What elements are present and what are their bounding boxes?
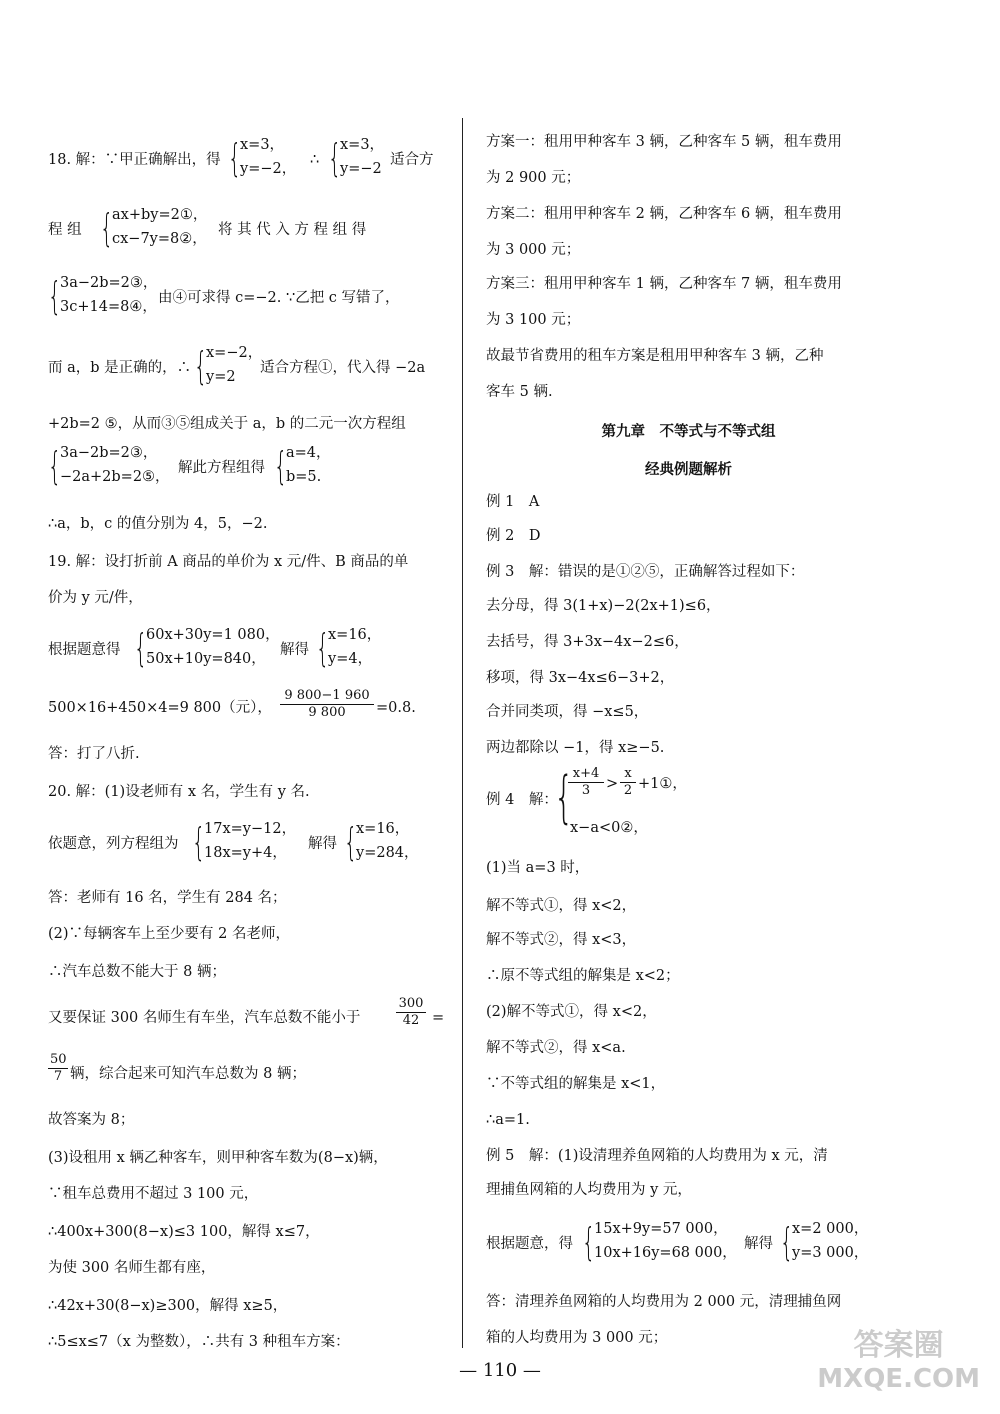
q19-line3b: 解得 xyxy=(280,642,309,658)
example-3-line4: 移项，得 3x−4x≤6−3+2， xyxy=(486,670,675,686)
q20-line4: (2)∵每辆客车上至少要有 2 名老师， xyxy=(48,926,290,942)
example-4-row2: x−a<0②， xyxy=(570,820,648,836)
page-number: — 110 — xyxy=(459,1360,541,1381)
example-4-line2: 解不等式①，得 x<2， xyxy=(486,898,637,914)
example-4-line6: 解不等式②，得 x<a. xyxy=(486,1040,626,1056)
q20-line13: ∴42x+30(8−x)≥300，解得 x≥5， xyxy=(48,1298,288,1314)
q18-line3: 由④可求得 c=−2. ∵乙把 c 写错了， xyxy=(158,290,400,306)
q20-line1: 20. 解：(1)设老师有 x 名，学生有 y 名. xyxy=(48,784,310,800)
plan-2-cost: 为 3 000 元； xyxy=(486,242,581,258)
example-5-line3b: 解得 xyxy=(744,1236,773,1252)
q19-line1: 19. 解：设打折前 A 商品的单价为 x 元/件、B 商品的单 xyxy=(48,554,409,570)
example-3-line5: 合并同类项，得 −x≤5， xyxy=(486,704,649,720)
example-4-label: 例 4 解： xyxy=(486,792,558,808)
example-5-line5: 箱的人均费用为 3 000 元； xyxy=(486,1330,668,1346)
q19-fraction: $\frac{9 800-1 960}{9 800}$ xyxy=(280,688,374,721)
plan-2: 方案二：租用甲种客车 2 辆，乙种客车 6 辆，租车费用 xyxy=(486,206,842,222)
chapter-title: 第九章 不等式与不等式组 xyxy=(601,423,776,440)
example-4-tail: +1①， xyxy=(638,776,687,792)
q18-line4b: 适合方程①，代入得 −2a xyxy=(260,360,426,376)
q19-line3a: 根据题意得 xyxy=(48,642,121,658)
example-5-line4: 答：清理养鱼网箱的人均费用为 2 000 元，清理捕鱼网 xyxy=(486,1294,842,1310)
q20-fraction-2: $\frac{50}{7}$ xyxy=(50,1052,67,1084)
q18-line4a: 而 a，b 是正确的，∴ xyxy=(48,360,192,376)
example-3-line1: 例 3 解：错误的是①②⑤，正确解答过程如下： xyxy=(486,564,805,580)
q20-line7: 辆，综合起来可知汽车总数为 8 辆； xyxy=(70,1066,306,1082)
q20-equals: = xyxy=(432,1010,445,1026)
q20-line6a: 又要保证 300 名师生有车坐，汽车总数不能小于 xyxy=(48,1010,361,1026)
q18-therefore: ∴ xyxy=(310,152,320,168)
section-title: 经典例题解析 xyxy=(645,461,732,478)
example-3-line2: 去分母，得 3(1+x)−2(2x+1)≤6， xyxy=(486,598,721,614)
q20-line11: ∴400x+300(8−x)≤3 100，解得 x≤7， xyxy=(48,1224,320,1240)
example-2: 例 2 D xyxy=(486,528,541,544)
example-1: 例 1 A xyxy=(486,494,540,510)
q18-line2b: 将 其 代 入 方 程 组 得 xyxy=(218,222,367,238)
q19-line4b: =0.8. xyxy=(376,700,416,716)
example-3-line3: 去括号，得 3+3x−4x−2≤6， xyxy=(486,634,689,650)
example-4-line5: (2)解不等式①，得 x<2， xyxy=(486,1004,657,1020)
conclusion-1: 故最节省费用的租车方案是租用甲种客车 3 辆，乙种 xyxy=(486,348,824,364)
q20-line14: ∴5≤x≤7（x 为整数），∴共有 3 种租车方案： xyxy=(48,1334,350,1350)
q20-line10: ∵租车总费用不超过 3 100 元， xyxy=(48,1186,259,1202)
q18-head: 18. 解：∵甲正确解出，得 xyxy=(48,152,221,168)
q20-line8: 故答案为 8； xyxy=(48,1112,135,1128)
example-4-frac-1: $\frac{x+4}{3}$ xyxy=(568,766,604,799)
example-5-line1: 例 5 解：(1)设清理养鱼网箱的人均费用为 x 元，清 xyxy=(486,1148,828,1164)
q20-line5: ∴汽车总数不能大于 8 辆； xyxy=(48,964,226,980)
example-5-line2: 理捕鱼网箱的人均费用为 y 元， xyxy=(486,1182,692,1198)
q19-line4a: 500×16+450×4=9 800（元）， xyxy=(48,700,272,716)
example-4-line3: 解不等式②，得 x<3， xyxy=(486,932,637,948)
q20-line2b: 解得 xyxy=(308,836,337,852)
example-3-line6: 两边都除以 −1，得 x≥−5. xyxy=(486,740,665,756)
plan-3: 方案三：租用甲种客车 1 辆，乙种客车 7 辆，租车费用 xyxy=(486,276,842,292)
plan-1: 方案一：租用甲种客车 3 辆，乙种客车 5 辆，租车费用 xyxy=(486,134,842,150)
example-4-line1: (1)当 a=3 时， xyxy=(486,860,590,876)
q19-line2: 价为 y 元/件， xyxy=(48,590,143,606)
q20-line2a: 依题意，列方程组为 xyxy=(48,836,179,852)
q20-line3: 答：老师有 16 名，学生有 284 名； xyxy=(48,890,287,906)
example-4-frac-2: $\frac{x}{2}$ xyxy=(620,766,636,799)
q20-line9: (3)设租用 x 辆乙种客车，则甲种客车数为(8−x)辆， xyxy=(48,1150,388,1166)
q18-line2a: 程 组 xyxy=(48,222,82,238)
conclusion-2: 客车 5 辆. xyxy=(486,384,553,400)
plan-1-cost: 为 2 900 元； xyxy=(486,170,581,186)
watermark-logo: 答案圈 MXQE.COM xyxy=(817,1328,980,1394)
q18-line7: ∴a，b，c 的值分别为 4，5，−2. xyxy=(48,516,268,532)
q18-line6: 解此方程组得 xyxy=(178,460,265,476)
q18-fits: 适合方 xyxy=(390,152,434,168)
example-5-line3a: 根据题意，得 xyxy=(486,1236,573,1252)
q20-line12: 为使 300 名师生都有座， xyxy=(48,1260,216,1276)
example-4-brace: { xyxy=(554,765,574,830)
q19-line5: 答：打了八折. xyxy=(48,746,140,762)
example-4-gt: > xyxy=(606,776,619,792)
column-divider xyxy=(462,118,463,1348)
q20-fraction-1: $\frac{300}{42}$ xyxy=(396,996,426,1029)
example-4-line8: ∴a=1. xyxy=(486,1112,530,1128)
q18-line5: +2b=2 ⑤，从而③⑤组成关于 a，b 的二元一次方程组 xyxy=(48,416,406,432)
plan-3-cost: 为 3 100 元； xyxy=(486,312,581,328)
example-4-line4: ∴原不等式组的解集是 x<2； xyxy=(486,968,680,984)
example-4-line7: ∵不等式组的解集是 x<1， xyxy=(486,1076,666,1092)
